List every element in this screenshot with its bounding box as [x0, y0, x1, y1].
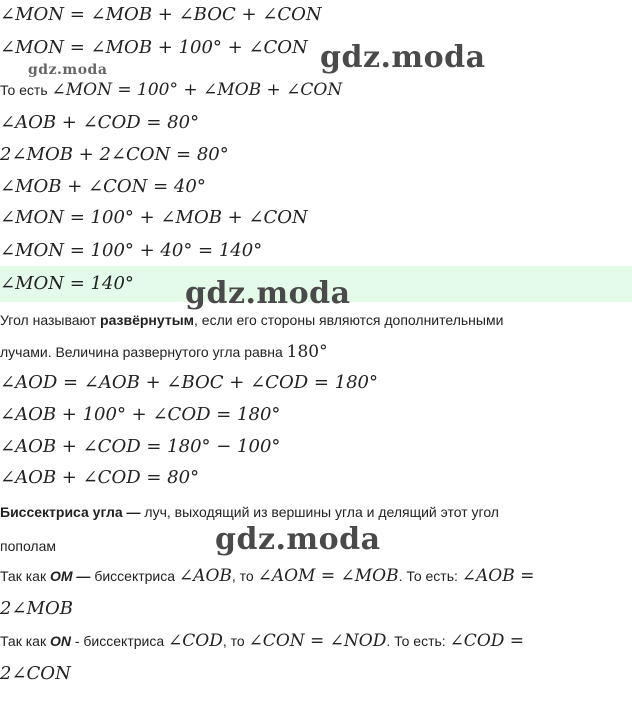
equation-10: ∠AOB + ∠COD = 180° − 100° — [0, 436, 281, 457]
equation-3: ∠AOB + ∠COD = 80° — [0, 112, 200, 133]
watermark-logo: gdz.moda — [215, 522, 381, 557]
watermark-small: gdz.moda — [28, 62, 108, 78]
watermark-logo: gdz.moda — [185, 276, 351, 311]
straight-angle-definition: Угол называют развёрнутым, если его стороны являются дополнительными — [0, 312, 504, 328]
equation-6: ∠MON = 100° + ∠MOB + ∠CON — [0, 207, 308, 228]
equation-8: ∠AOD = ∠AOB + ∠BOC + ∠COD = 180° — [0, 372, 379, 393]
equation-9: ∠AOB + 100° + ∠COD = 180° — [0, 404, 281, 425]
equation-5: ∠MOB + ∠CON = 40° — [0, 176, 206, 197]
that-is-line: То есть ∠MON = 100° + ∠MOB + ∠CON — [0, 80, 343, 100]
equation-7: ∠MON = 100° + 40° = 140° — [0, 240, 263, 261]
om-result: 2∠MOB — [0, 598, 73, 619]
equation-11: ∠AOB + ∠COD = 80° — [0, 467, 200, 488]
equation-1: ∠MON = ∠MOB + ∠BOC + ∠CON — [0, 4, 322, 25]
answer-equation: ∠MON = 140° — [0, 273, 134, 294]
on-result: 2∠CON — [0, 663, 71, 684]
straight-angle-definition-2: лучами. Величина развернутого угла равна 180° — [0, 342, 328, 362]
om-bisector-line: Так как OM — биссектриса ∠AOB, то ∠AOM = ∠MOB. То есть: ∠AOB = — [0, 566, 535, 586]
watermark-logo: gdz.moda — [320, 40, 486, 75]
bisector-definition: Биссектриса угла — луч, выходящий из вершины угла и делящий этот угол — [0, 504, 499, 520]
equation-2: ∠MON = ∠MOB + 100° + ∠CON — [0, 37, 308, 58]
bisector-definition-2: пополам — [0, 538, 57, 554]
on-bisector-line: Так как ON - биссектриса ∠COD, то ∠CON = ∠NOD. То есть: ∠COD = — [0, 631, 525, 651]
equation-4: 2∠MOB + 2∠CON = 80° — [0, 144, 229, 165]
